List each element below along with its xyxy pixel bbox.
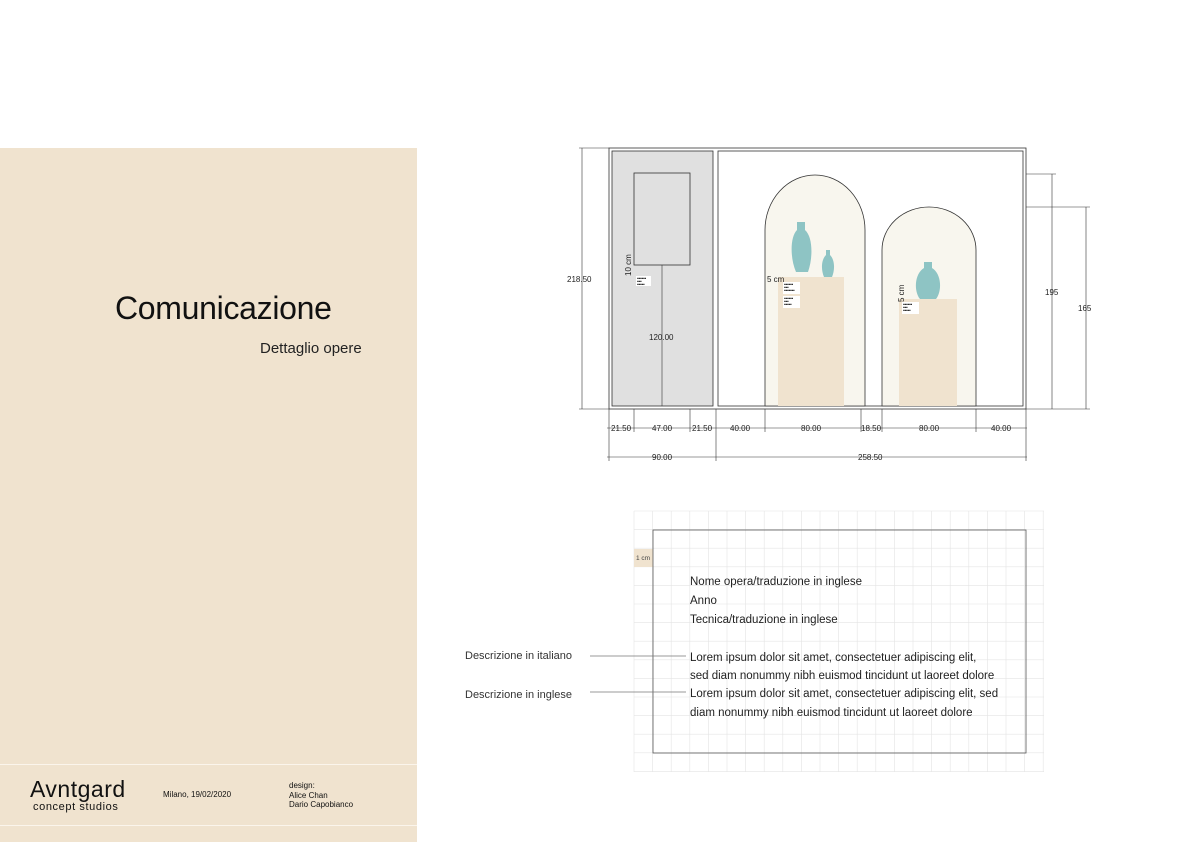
label-grid	[634, 511, 1044, 772]
dim-width: 40.00	[991, 424, 1012, 433]
desc-en-line: Lorem ipsum dolor sit amet, consectetuer adipiscing elit, sed	[690, 688, 999, 700]
credits-name-1: Alice Chan	[289, 790, 328, 800]
svg-text:■■■■■: ■■■■■	[903, 309, 911, 312]
pedestal-2	[899, 299, 957, 406]
svg-text:■■■: ■■■	[784, 300, 789, 303]
page-title: Comunicazione	[115, 290, 332, 326]
svg-text:■■■■■: ■■■■■	[637, 283, 645, 286]
dim-width: 258.50	[858, 453, 883, 462]
dim-label-offset-right: 5 cm	[897, 284, 906, 302]
unit-label: 1 cm	[636, 555, 651, 562]
dim-arch-2-height: 165	[1078, 304, 1092, 313]
svg-text:■■■: ■■■	[903, 306, 908, 309]
wall-elevation	[609, 148, 1026, 409]
dim-width: 47.00	[652, 424, 673, 433]
brand-tagline: concept studios	[33, 801, 119, 813]
svg-text:■■■■■■: ■■■■■■	[784, 283, 794, 286]
desc-it-line: Lorem ipsum dolor sit amet, consectetuer adipiscing elit,	[690, 652, 977, 664]
label-line-title: Nome opera/traduzione in inglese	[690, 576, 862, 588]
svg-text:■■■■■■: ■■■■■■	[784, 297, 794, 300]
dim-total-height: 218.50	[567, 275, 592, 284]
svg-text:■■■■■: ■■■■■	[784, 303, 792, 306]
dim-width: 21.50	[611, 424, 632, 433]
dim-width: 90.00	[652, 453, 673, 462]
dim-width: 80.00	[801, 424, 822, 433]
svg-text:■■■■■■: ■■■■■■	[903, 303, 913, 306]
dim-width: 18.50	[861, 424, 882, 433]
dim-frame-height: 120.00	[649, 333, 674, 342]
desc-en-callout: Descrizione in inglese	[465, 689, 572, 701]
label-line-technique: Tecnica/traduzione in inglese	[690, 614, 838, 626]
desc-it-line: sed diam nonummy nibh euismod tincidunt ut laoreet dolore	[690, 670, 995, 682]
desc-it-callout: Descrizione in italiano	[465, 650, 572, 662]
dim-width: 80.00	[919, 424, 940, 433]
svg-text:■■■: ■■■	[784, 286, 789, 289]
label-line-year: Anno	[690, 595, 717, 607]
dim-label-offset-mid: 5 cm	[767, 275, 785, 284]
credits-name-2: Dario Capobianco	[289, 800, 354, 809]
brand-logo: Avntgard	[30, 776, 126, 802]
dim-label-offset-left: 10 cm	[624, 254, 633, 276]
page-subtitle: Dettaglio opere	[260, 340, 362, 357]
dim-width: 40.00	[730, 424, 751, 433]
svg-text:■■■■■■■: ■■■■■■■	[784, 289, 795, 292]
document-date: Milano, 19/02/2020	[163, 790, 232, 799]
svg-text:■■■: ■■■	[637, 280, 642, 283]
artwork-frame	[634, 173, 690, 265]
credits-label: design:	[289, 781, 315, 790]
dim-width: 21.50	[692, 424, 713, 433]
dim-arch-1-height: 195	[1045, 288, 1059, 297]
desc-en-line: diam nonummy nibh euismod tincidunt ut laoreet dolore	[690, 707, 973, 719]
svg-text:■■■■■■: ■■■■■■	[637, 277, 647, 280]
